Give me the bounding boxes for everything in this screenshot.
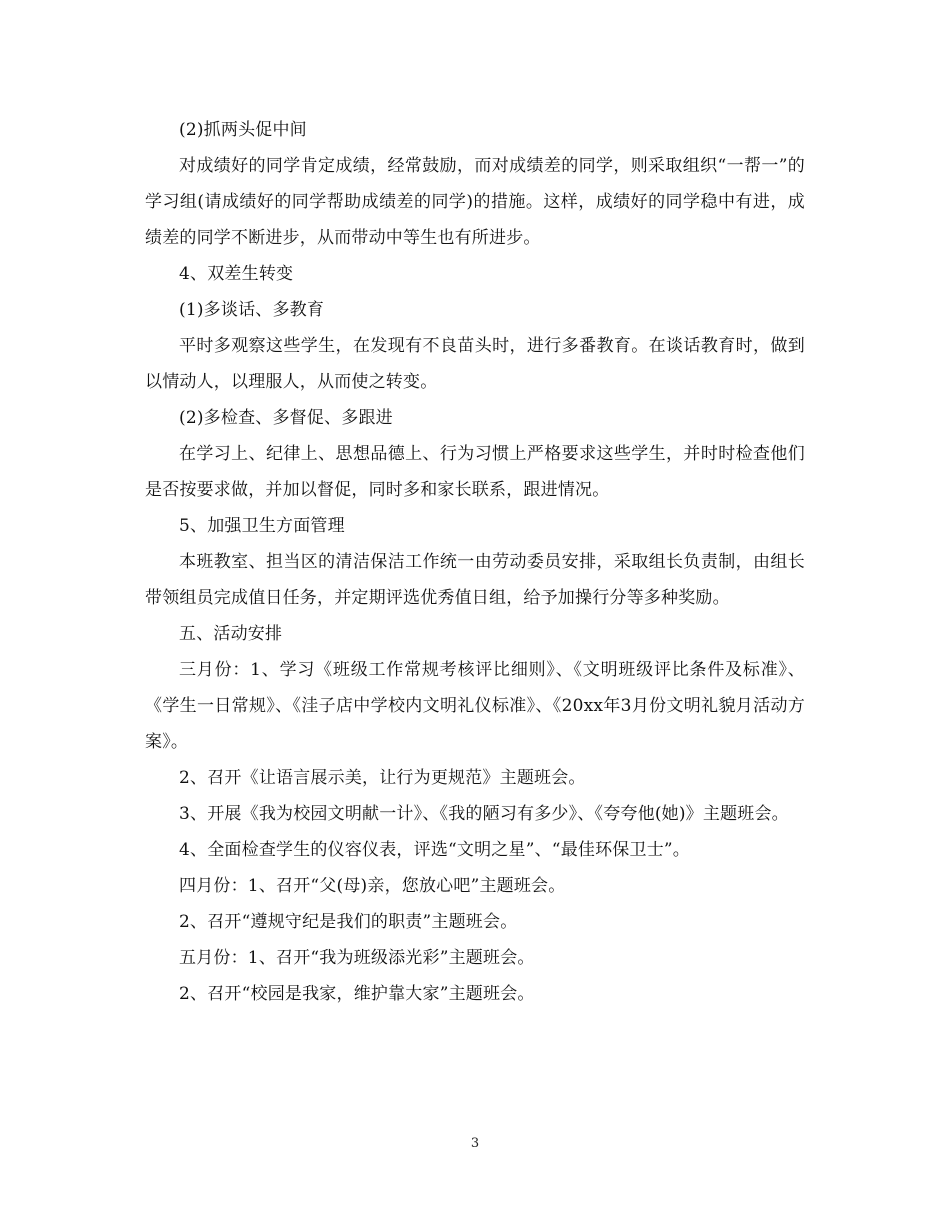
- paragraph-text: 对成绩好的同学肯定成绩，经常鼓励，而对成绩差的同学，则采取组织“一帮一”的学习组(请成绩好的同学帮助成绩差的同学)的措施。这样，成绩好的同学稳中有进，成绩差的同学不断进步，从而带动中等生也有所进步。: [145, 156, 805, 248]
- paragraph-april-item-1: 四月份：1、召开“父(母)亲，您放心吧”主题班会。: [179, 876, 566, 896]
- paragraph-may-item-2: 2、召开“校园是我家，维护靠大家”主题班会。: [179, 984, 535, 1004]
- paragraph-march-item-1: 三月份：1、学习《班级工作常规考核评比细则》、《文明班级评比条件及标准》、《学生一日常规》、《洼子店中学校内文明礼仪标准》、《20xx年3月份文明礼貌月活动方案》。: [145, 660, 805, 752]
- paragraph-heading-more-talks: (1)多谈话、多教育: [179, 300, 325, 320]
- paragraph-march-item-4: 4、全面检查学生的仪容仪表，评选“文明之星”、“最佳环保卫士”。: [179, 840, 690, 860]
- paragraph-text: 在学习上、纪律上、思想品德上、行为习惯上严格要求这些学生，并时时检查他们是否按要求做，并加以督促，同时多和家长联系，跟进情况。: [145, 444, 805, 500]
- page-number: 3: [470, 1136, 480, 1151]
- paragraph-text: 本班教室、担当区的清洁保洁工作统一由劳动委员安排，采取组长负责制，由组长带领组员完成值日任务，并定期评选优秀值日组，给予加操行分等多种奖励。: [145, 552, 805, 608]
- paragraph-march-item-3: 3、开展《我为校园文明献一计》、《我的陋习有多少》、《夸夸他(她)》主题班会。: [179, 804, 789, 824]
- paragraph-may-item-1: 五月份：1、召开“我为班级添光彩”主题班会。: [179, 948, 535, 968]
- section-heading-activities: 五、活动安排: [179, 624, 283, 644]
- paragraph-april-item-2: 2、召开“遵规守纪是我们的职责”主题班会。: [179, 912, 518, 932]
- section-heading-double-poor-students: 4、双差生转变: [179, 264, 294, 284]
- paragraph-heading-more-checks: (2)多检查、多督促、多跟进: [179, 408, 393, 428]
- paragraph-march-item-2: 2、召开《让语言展示美，让行为更规范》主题班会。: [179, 768, 586, 788]
- document-body: [145, 112, 805, 1012]
- paragraph-heading-grasp-both-ends: (2)抓两头促中间: [179, 120, 307, 140]
- section-heading-hygiene: 5、加强卫生方面管理: [179, 516, 345, 536]
- paragraph-text: 平时多观察这些学生，在发现有不良苗头时，进行多番教育。在谈话教育时，做到以情动人，以理服人，从而使之转变。: [145, 336, 805, 392]
